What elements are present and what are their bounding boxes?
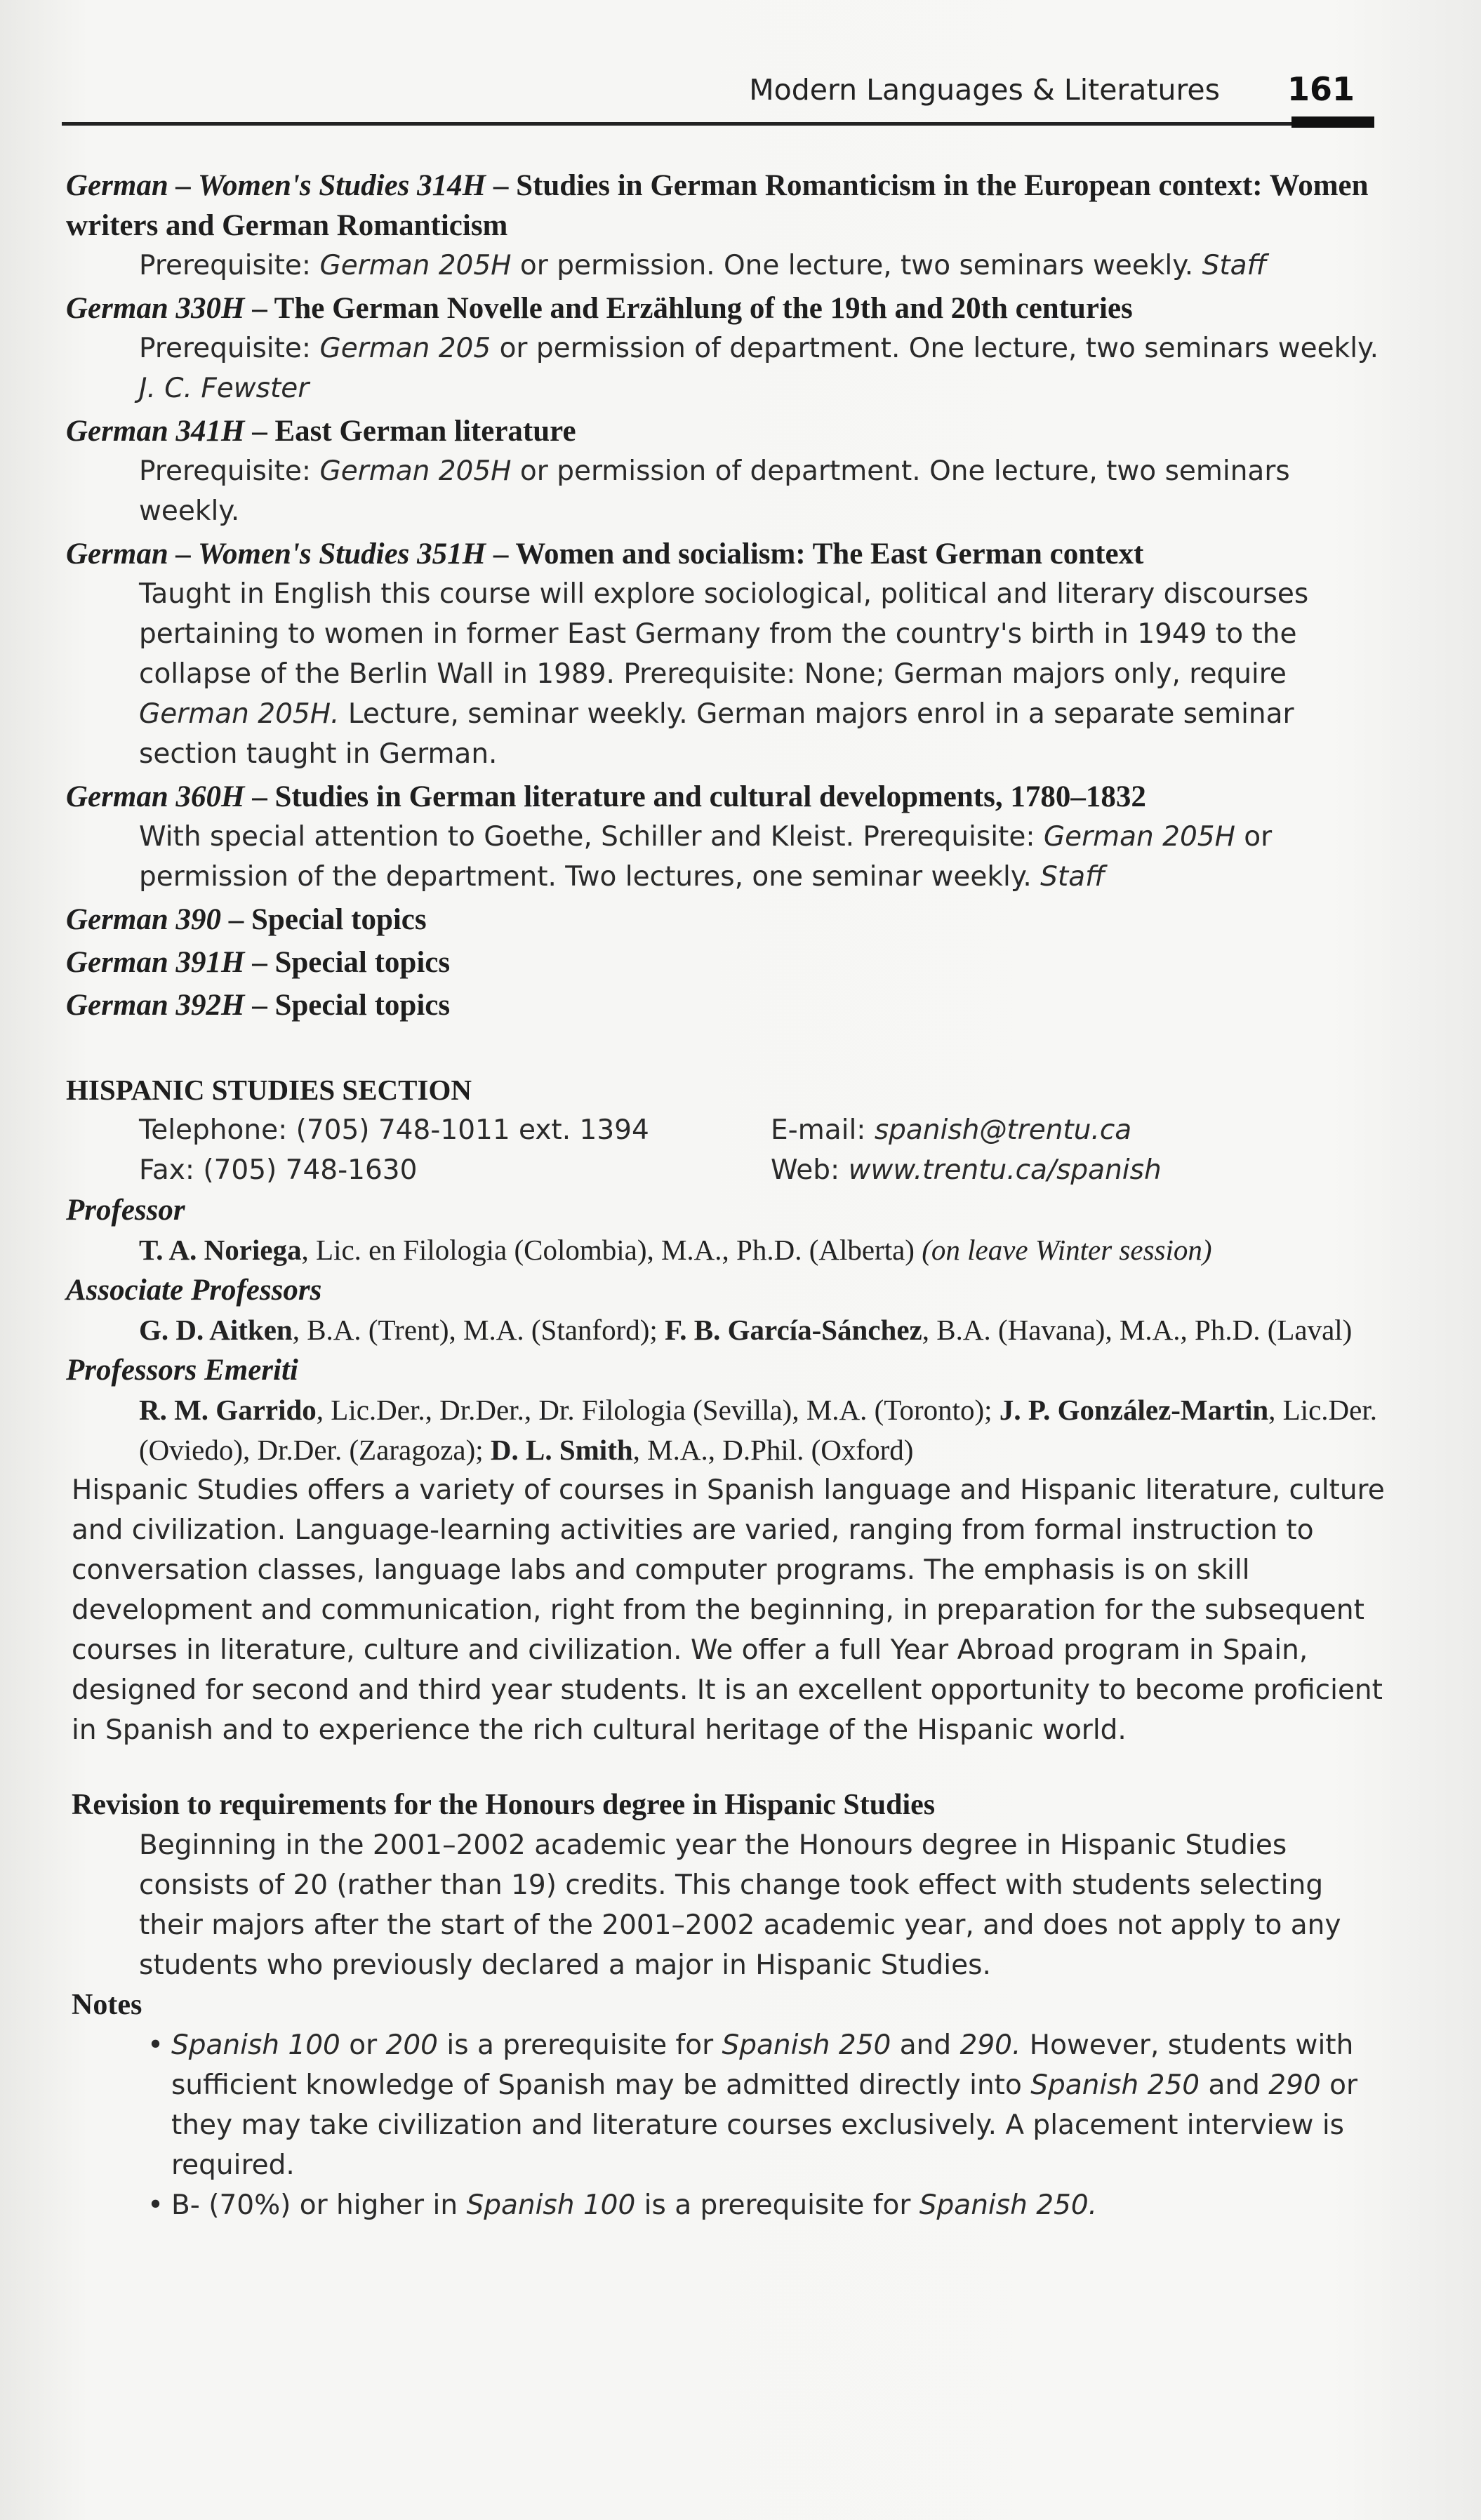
course-entry <box>66 777 1386 897</box>
italic-text: 290 <box>1268 2069 1321 2101</box>
course-code: German 390 <box>66 903 221 936</box>
italic-text: Staff <box>1040 861 1105 893</box>
header-rule-tab <box>1291 116 1374 128</box>
text-run: , Lic.Der. (Oviedo), Dr.Der. (Zaragoza); <box>139 1394 1378 1466</box>
text-run: is a prerequisite for <box>438 2029 722 2061</box>
page-number: 161 <box>1287 70 1355 108</box>
text-run: or permission of the department. Two lectures, one seminar weekly. <box>139 821 1273 893</box>
note-item <box>147 2025 1386 2185</box>
person-name: J. P. González-Martin <box>999 1394 1269 1426</box>
text-run: Prerequisite: <box>139 250 320 281</box>
text-run: or permission of department. One lecture, two seminars weekly. <box>139 455 1290 527</box>
course-name: – Studies in German Romanticism in the European context: Women writers and German Romanticism <box>66 169 1369 242</box>
revision-body: Beginning in the 2001–2002 academic year the Honours degree in Hispanic Studies consists of 20 (rather than 19) credits. This change took effect with students selecting their majors after the start of the 2001–2002 academic year, and does not apply to any students who previously declared a major in Hispanic Studies. <box>139 1829 1341 1981</box>
italic-text: German 205H <box>319 250 512 281</box>
italic-text: Spanish 250 <box>1030 2069 1200 2101</box>
course-entry <box>66 900 1386 940</box>
course-name: – Special topics <box>220 903 427 936</box>
associate-professors-list <box>66 1310 1386 1350</box>
contact-block <box>66 1110 1386 1190</box>
italic-text: (on leave Winter session) <box>922 1234 1212 1266</box>
course-description <box>66 451 1386 531</box>
person-name: G. D. Aitken <box>139 1314 293 1346</box>
text-run: or permission of department. One lecture, two seminars weekly. <box>491 333 1379 364</box>
text-run: and <box>1200 2069 1269 2101</box>
course-description <box>66 246 1386 286</box>
course-title <box>66 411 1386 451</box>
text-run: is a prerequisite for <box>635 2189 919 2221</box>
course-list <box>66 166 1386 1025</box>
italic-text: Spanish 100 <box>171 2029 340 2061</box>
italic-text: German 205H <box>1043 821 1235 853</box>
revision-heading: Revision to requirements for the Honours degree in Hispanic Studies <box>72 1789 936 1821</box>
text-run: or they may take civilization and literature courses exclusively. A placement interview is required. <box>171 2069 1357 2181</box>
professor-list <box>66 1230 1386 1270</box>
course-title <box>66 288 1386 328</box>
course-title <box>66 777 1386 817</box>
text-run: Taught in English this course will explore sociological, political and literary discourses pertaining to women in former East Germany from the country's birth in 1949 to the collapse of the Berlin Wall in 1989. Prerequisite: None; German majors only, require <box>139 578 1309 690</box>
web-link[interactable]: www.trentu.ca/spanish <box>848 1154 1162 1186</box>
text-run: and <box>891 2029 960 2061</box>
italic-text: Staff <box>1202 250 1267 281</box>
hispanic-intro: Hispanic Studies offers a variety of courses in Spanish language and Hispanic literature, culture and civilization. Language-learning activities are varied, ranging from formal instruction to conversation classes, language labs and computer programs. The emphasis is on skill development and communication, right from the beginning, in preparation for the subsequent courses in literature, culture and civilization. We offer a full Year Abroad program in Spain, designed for second and third year students. It is an excellent opportunity to become proficient in Spanish and to experience the rich cultural heritage of the Hispanic world. <box>72 1474 1385 1746</box>
associate-professors-label: Associate Professors <box>66 1274 322 1307</box>
course-description <box>66 817 1386 897</box>
note-item <box>147 2185 1386 2225</box>
course-code: German – Women's Studies 351H <box>66 538 486 571</box>
course-name: – Special topics <box>244 946 451 979</box>
person-name: R. M. Garrido <box>139 1394 317 1426</box>
course-code: German 330H <box>66 292 245 325</box>
email-link[interactable]: spanish@trentu.ca <box>874 1114 1132 1146</box>
email-line: E-mail: spanish@trentu.ca <box>771 1114 1132 1146</box>
course-name: – Special topics <box>244 989 451 1022</box>
professors-emeriti-list <box>66 1390 1386 1470</box>
text-run: , B.A. (Havana), M.A., Ph.D. (Laval) <box>922 1314 1353 1346</box>
hispanic-section-heading: HISPANIC STUDIES SECTION <box>66 1074 472 1106</box>
text-run: Lecture, seminar weekly. German majors enrol in a separate seminar section taught in German. <box>139 698 1294 770</box>
text-run: B- (70%) or higher in <box>171 2189 467 2221</box>
italic-text: Spanish 250. <box>919 2189 1098 2221</box>
course-title <box>66 985 1386 1025</box>
course-name: – The German Novelle and Erzählung of the 19th and 20th centuries <box>244 292 1133 325</box>
text-run: Prerequisite: <box>139 455 320 487</box>
course-code: German – Women's Studies 314H <box>66 169 486 202</box>
italic-text: 290. <box>959 2029 1021 2061</box>
course-title <box>66 534 1386 574</box>
course-entry <box>66 411 1386 531</box>
course-name: – East German literature <box>244 415 576 448</box>
course-code: German 392H <box>66 989 245 1022</box>
person-name: T. A. Noriega <box>139 1234 302 1266</box>
course-entry <box>66 985 1386 1025</box>
course-code: German 341H <box>66 415 245 448</box>
text-run: , B.A. (Trent), M.A. (Stanford); <box>292 1314 665 1346</box>
course-name: – Women and socialism: The East German context <box>486 538 1144 571</box>
page-content <box>66 166 1386 2225</box>
course-code: German 391H <box>66 946 245 979</box>
web-line: Web: www.trentu.ca/spanish <box>771 1154 1162 1186</box>
course-code: German 360H <box>66 780 245 813</box>
italic-text: Spanish 250 <box>722 2029 891 2061</box>
notes-list <box>66 2025 1386 2225</box>
course-title <box>66 942 1386 982</box>
person-name: D. L. Smith <box>490 1434 633 1466</box>
italic-text: 200 <box>385 2029 438 2061</box>
notes-label: Notes <box>72 1989 142 2021</box>
course-entry <box>66 288 1386 408</box>
text-run: , Lic. en Filologia (Colombia), M.A., Ph.D. (Alberta) <box>301 1234 922 1266</box>
italic-text: German 205H <box>319 455 512 487</box>
header-rule <box>62 122 1374 126</box>
italic-text: German 205 <box>319 333 491 364</box>
text-run: or <box>340 2029 386 2061</box>
course-description <box>66 574 1386 774</box>
text-run: , M.A., D.Phil. (Oxford) <box>632 1434 914 1466</box>
bullet-icon: • <box>147 2189 164 2221</box>
course-entry <box>66 942 1386 982</box>
course-title <box>66 900 1386 940</box>
person-name: F. B. García-Sánchez <box>665 1314 922 1346</box>
italic-text: J. C. Fewster <box>139 373 310 404</box>
professors-emeriti-label: Professors Emeriti <box>66 1354 298 1387</box>
course-description <box>66 328 1386 408</box>
professor-label: Professor <box>66 1194 185 1227</box>
course-title <box>66 166 1386 246</box>
text-run: However, students with sufficient knowledge of Spanish may be admitted directly into <box>171 2029 1354 2101</box>
italic-text: German 205H. <box>139 698 340 730</box>
text-run: , Lic.Der., Dr.Der., Dr. Filologia (Sevilla), M.A. (Toronto); <box>316 1394 999 1426</box>
text-run: or permission. One lecture, two seminars weekly. <box>511 250 1202 281</box>
fax: Fax: (705) 748-1630 <box>139 1154 418 1186</box>
running-header: Modern Languages & Literatures <box>749 73 1220 107</box>
text-run: With special attention to Goethe, Schiller and Kleist. Prerequisite: <box>139 821 1044 853</box>
course-name: – Studies in German literature and cultural developments, 1780–1832 <box>244 780 1146 813</box>
course-entry <box>66 166 1386 286</box>
page-header <box>62 67 1374 132</box>
bullet-icon: • <box>147 2029 164 2061</box>
italic-text: Spanish 100 <box>466 2189 636 2221</box>
text-run: Prerequisite: <box>139 333 320 364</box>
telephone: Telephone: (705) 748-1011 ext. 1394 <box>139 1114 649 1146</box>
course-entry <box>66 534 1386 774</box>
